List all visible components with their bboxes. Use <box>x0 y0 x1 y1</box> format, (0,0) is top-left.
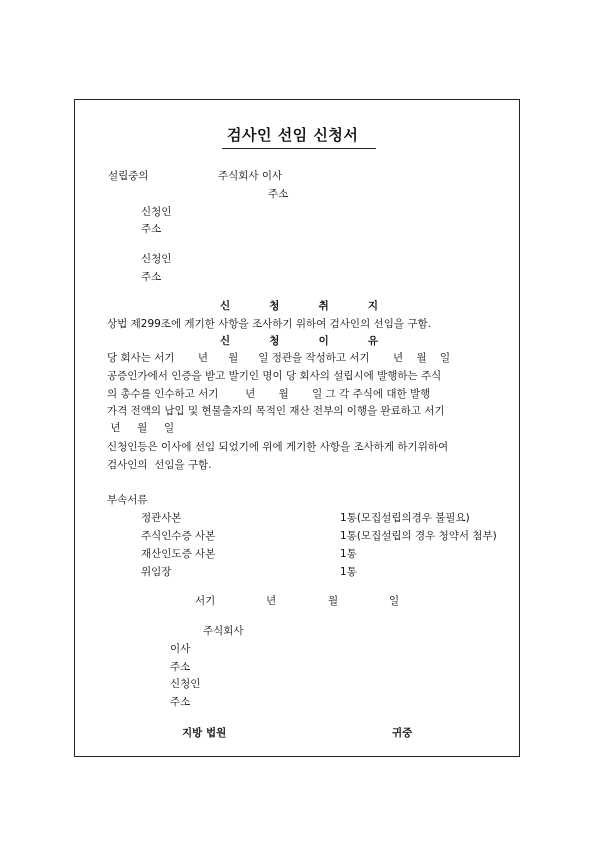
signature-company: 주식회사 <box>203 625 244 637</box>
header-label: 설립중의 <box>108 170 149 182</box>
reason-line-6: 신청인등은 이사에 선임 되었기에 위에 게기한 사항을 조사하게 하기위하여 <box>107 441 449 453</box>
date-day: 일 <box>389 595 400 607</box>
footer-recipient: 귀중 <box>392 727 413 739</box>
attachment-1-qty: 1통(모집설립의경우 불필요) <box>340 512 470 524</box>
attachment-1-name: 정관사본 <box>141 512 182 524</box>
title-underline <box>222 148 376 149</box>
applicant-1-label: 신청인 <box>141 206 172 218</box>
reason-line-3: 의 총수를 인수하고 서기 년 월 일 그 각 주식에 대한 발행 <box>107 388 431 400</box>
signature-address-2: 주소 <box>170 696 191 708</box>
reason-heading: 신 청 이 유 <box>220 335 378 347</box>
attachment-2-qty: 1통(모집설립의 경우 청약서 첨부) <box>340 530 497 542</box>
attachments-heading: 부속서류 <box>107 494 148 506</box>
attachment-3-qty: 1통 <box>340 548 357 560</box>
footer-court: 지방 법원 <box>182 727 227 739</box>
attachment-4-qty: 1통 <box>340 566 357 578</box>
date-era: 서기 <box>195 595 216 607</box>
applicant-2-label: 신청인 <box>141 253 172 265</box>
purpose-text: 상법 제299조에 게기한 사항을 조사하기 위하여 검사인의 선임을 구함. <box>107 318 431 330</box>
header-company: 주식회사 이사 <box>218 170 283 182</box>
signature-applicant: 신청인 <box>170 678 201 690</box>
reason-line-7: 검사인의 선임을 구함. <box>107 459 212 471</box>
purpose-heading: 신 청 취 지 <box>220 300 378 312</box>
reason-line-1: 당 회사는 서기 년 월 일 정관을 작성하고 서기 년 월 일 <box>107 352 451 364</box>
signature-director: 이사 <box>170 643 191 655</box>
reason-line-4: 가격 전액의 납입 및 현물출자의 목적인 재산 전부의 이행을 완료하고 서기 <box>107 405 445 417</box>
attachment-4-name: 위임장 <box>141 566 172 578</box>
attachment-3-name: 재산인도증 사본 <box>141 548 216 560</box>
date-month: 월 <box>328 595 339 607</box>
date-year: 년 <box>266 595 277 607</box>
reason-line-2: 공증인가에서 인증을 받고 발기인 명이 당 회사의 설립시에 발행하는 주식 <box>107 370 442 382</box>
reason-line-5: 년 월 일 <box>107 422 175 434</box>
document-title: 검사인 선임 신청서 <box>227 126 359 144</box>
attachment-2-name: 주식인수증 사본 <box>141 530 216 542</box>
header-address: 주소 <box>268 188 289 200</box>
signature-address-1: 주소 <box>170 661 191 673</box>
applicant-1-address: 주소 <box>141 223 162 235</box>
applicant-2-address: 주소 <box>141 271 162 283</box>
